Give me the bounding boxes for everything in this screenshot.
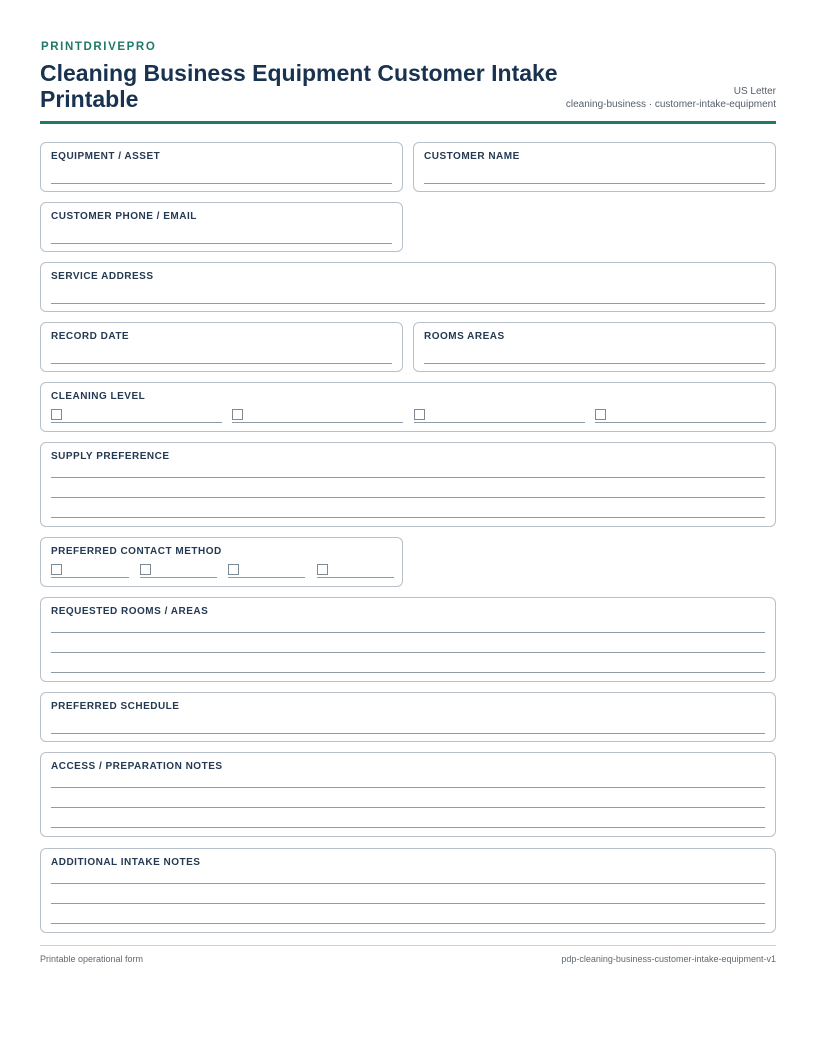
preferred-schedule-label: PREFERRED SCHEDULE — [51, 701, 180, 712]
requested-rooms-areas-label: REQUESTED ROOMS / AREAS — [51, 606, 209, 617]
write-line[interactable] — [51, 883, 765, 884]
checkbox[interactable] — [51, 564, 62, 575]
write-line[interactable] — [51, 672, 765, 673]
write-line[interactable] — [51, 243, 392, 244]
cleaning-level-label: CLEANING LEVEL — [51, 391, 146, 402]
option-line — [317, 577, 394, 578]
option-line — [414, 422, 585, 423]
write-line[interactable] — [51, 827, 765, 828]
customer-phone-email-label: CUSTOMER PHONE / EMAIL — [51, 211, 197, 222]
record-date-field[interactable] — [40, 322, 403, 372]
write-line[interactable] — [51, 183, 392, 184]
customer-name-label: CUSTOMER NAME — [424, 151, 520, 162]
checkbox[interactable] — [414, 409, 425, 420]
checkbox[interactable] — [140, 564, 151, 575]
form-meta — [566, 85, 776, 111]
rooms-areas-field[interactable] — [413, 322, 776, 372]
service-address-label: SERVICE ADDRESS — [51, 271, 154, 282]
preferred-contact-method-label: PREFERRED CONTACT METHOD — [51, 546, 222, 557]
write-line[interactable] — [51, 632, 765, 633]
checkbox[interactable] — [232, 409, 243, 420]
checkbox[interactable] — [595, 409, 606, 420]
write-line[interactable] — [51, 477, 765, 478]
write-line[interactable] — [51, 652, 765, 653]
equipment-asset-field[interactable] — [40, 142, 403, 192]
option-line — [595, 422, 766, 423]
rooms-areas-label: ROOMS AREAS — [424, 331, 505, 342]
form-tags: cleaning-business · customer-intake-equipment — [565, 99, 776, 110]
cleaning-level-field — [40, 382, 776, 432]
write-line[interactable] — [51, 923, 765, 924]
option-line — [51, 422, 222, 423]
checkbox[interactable] — [228, 564, 239, 575]
brand-name: PRINTDRIVEPRO — [41, 41, 157, 53]
preferred-schedule-field[interactable] — [40, 692, 776, 742]
checkbox[interactable] — [317, 564, 328, 575]
customer-name-field[interactable] — [413, 142, 776, 192]
option-line — [51, 577, 129, 578]
footer-form-id: pdp-cleaning-business-customer-intake-equipment-v1 — [561, 954, 776, 964]
supply-preference-field[interactable] — [40, 442, 776, 527]
contact-method-option-3[interactable] — [228, 564, 305, 578]
additional-intake-notes-label: ADDITIONAL INTAKE NOTES — [51, 857, 201, 868]
write-line[interactable] — [51, 497, 765, 498]
record-date-label: RECORD DATE — [51, 331, 130, 342]
cleaning-level-option-1[interactable] — [51, 409, 222, 423]
contact-method-option-1[interactable] — [51, 564, 129, 578]
option-line — [140, 577, 217, 578]
write-line[interactable] — [51, 517, 765, 518]
write-line[interactable] — [51, 903, 765, 904]
customer-phone-email-field[interactable] — [40, 202, 403, 252]
cleaning-level-option-3[interactable] — [414, 409, 585, 423]
footer-rule — [40, 945, 776, 946]
cleaning-level-option-4[interactable] — [595, 409, 766, 423]
write-line[interactable] — [51, 733, 765, 734]
requested-rooms-areas-field[interactable] — [40, 597, 776, 682]
paper-size: US Letter — [733, 86, 776, 97]
contact-method-option-4[interactable] — [317, 564, 394, 578]
cleaning-level-option-2[interactable] — [232, 409, 403, 423]
header-rule — [40, 121, 776, 124]
contact-method-option-2[interactable] — [140, 564, 217, 578]
write-line[interactable] — [51, 807, 765, 808]
footer-left-text: Printable operational form — [40, 954, 144, 964]
access-preparation-notes-field[interactable] — [40, 752, 776, 837]
form-title: Cleaning Business Equipment Customer Intake Printable — [40, 60, 558, 112]
access-preparation-notes-label: ACCESS / PREPARATION NOTES — [51, 761, 223, 772]
preferred-contact-method-field — [40, 537, 403, 587]
write-line[interactable] — [424, 183, 765, 184]
write-line[interactable] — [51, 363, 392, 364]
service-address-field[interactable] — [40, 262, 776, 312]
write-line[interactable] — [51, 787, 765, 788]
option-line — [228, 577, 305, 578]
equipment-asset-label: EQUIPMENT / ASSET — [51, 151, 161, 162]
write-line[interactable] — [51, 303, 765, 304]
checkbox[interactable] — [51, 409, 62, 420]
supply-preference-label: SUPPLY PREFERENCE — [51, 451, 170, 462]
additional-intake-notes-field[interactable] — [40, 848, 776, 933]
option-line — [232, 422, 403, 423]
write-line[interactable] — [424, 363, 765, 364]
